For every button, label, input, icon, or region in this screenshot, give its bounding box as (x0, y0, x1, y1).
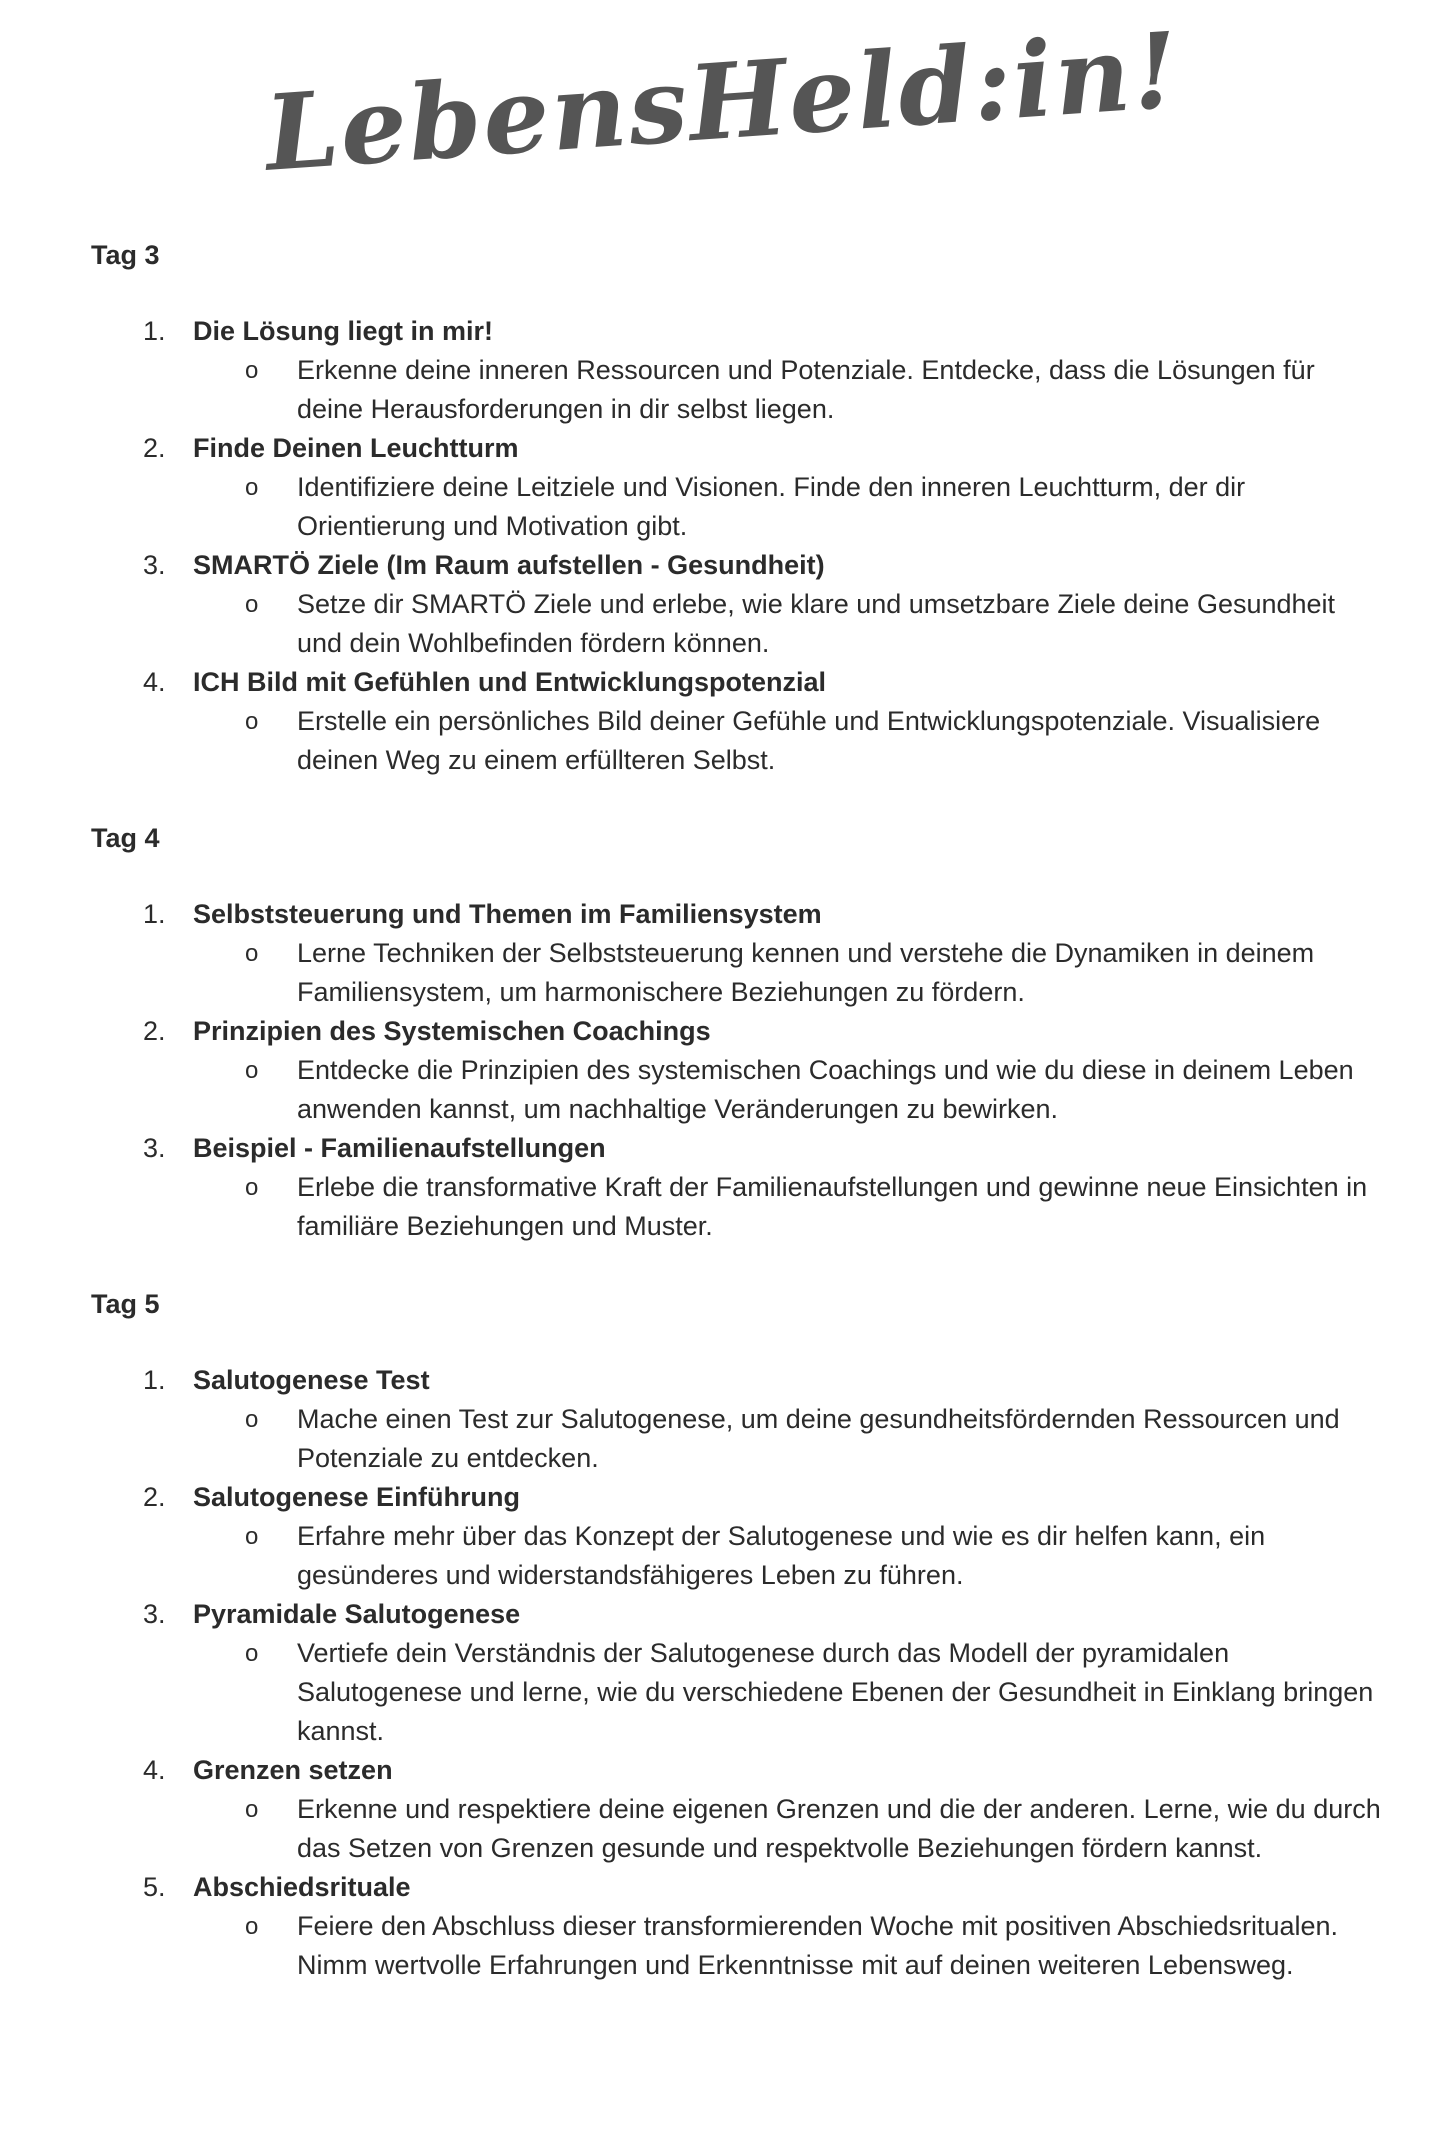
description-text: Entdecke die Prinzipien des systemischen Coachings und wie du diese in deinem Leben anwenden kannst, um nachhaltige Veränderungen zu bewirken. (297, 1055, 1354, 1124)
agenda-list (91, 1361, 1381, 1985)
item-number: 2. (143, 1482, 166, 1512)
list-item (91, 1478, 1381, 1595)
description-text: Feiere den Abschluss dieser transformierenden Woche mit positiven Abschiedsritualen. Nimm wertvolle Erfahrungen und Erkenntnisse mit auf deinen weiteren Lebensweg. (297, 1911, 1339, 1980)
list-item (91, 1012, 1381, 1129)
day-heading: Tag 3 (91, 240, 160, 270)
circle-bullet-icon: o (245, 591, 259, 618)
item-title: Selbststeuerung und Themen im Familiensystem (193, 899, 822, 929)
item-description (193, 1400, 1381, 1478)
description-text: Setze dir SMARTÖ Ziele und erlebe, wie klare und umsetzbare Ziele deine Gesundheit und dein Wohlbefinden fördern können. (297, 589, 1336, 658)
item-description (193, 1051, 1381, 1129)
item-title: Die Lösung liegt in mir! (193, 316, 494, 346)
circle-bullet-icon: o (245, 357, 259, 384)
item-number: 4. (143, 1755, 166, 1785)
list-item (91, 429, 1381, 546)
item-number: 3. (143, 1599, 166, 1629)
item-number: 3. (143, 550, 166, 580)
item-number: 2. (143, 1016, 166, 1046)
agenda-list (91, 312, 1381, 780)
circle-bullet-icon: o (245, 1913, 259, 1940)
item-title: Beispiel - Familienaufstellungen (193, 1133, 606, 1163)
logo: LebensHeld:in! (261, 8, 1184, 195)
description-text: Erkenne deine inneren Ressourcen und Potenziale. Entdecke, dass die Lösungen für deine Herausforderungen in dir selbst liegen. (297, 355, 1315, 424)
item-number: 1. (143, 1365, 166, 1395)
description-text: Identifiziere deine Leitziele und Visionen. Finde den inneren Leuchtturm, der dir Orientierung und Motivation gibt. (297, 472, 1246, 541)
item-number: 4. (143, 667, 166, 697)
day-heading: Tag 5 (91, 1289, 160, 1319)
list-item (91, 1129, 1381, 1246)
list-item (91, 1595, 1381, 1751)
item-description (193, 1517, 1381, 1595)
item-title: ICH Bild mit Gefühlen und Entwicklungspotenzial (193, 667, 827, 697)
circle-bullet-icon: o (245, 1057, 259, 1084)
item-title: Prinzipien des Systemischen Coachings (193, 1016, 711, 1046)
item-number: 3. (143, 1133, 166, 1163)
circle-bullet-icon: o (245, 1174, 259, 1201)
item-number: 2. (143, 433, 166, 463)
agenda-list (91, 895, 1381, 1246)
item-description (193, 1790, 1381, 1868)
item-description (193, 702, 1381, 780)
item-title: Salutogenese Test (193, 1365, 430, 1395)
circle-bullet-icon: o (245, 708, 259, 735)
item-title: SMARTÖ Ziele (Im Raum aufstellen - Gesundheit) (193, 550, 825, 580)
list-item (91, 546, 1381, 663)
list-item (91, 895, 1381, 1012)
item-number: 5. (143, 1872, 166, 1902)
description-text: Erlebe die transformative Kraft der Familienaufstellungen und gewinne neue Einsichten in familiäre Beziehungen und Muster. (297, 1172, 1368, 1241)
circle-bullet-icon: o (245, 1523, 259, 1550)
description-text: Lerne Techniken der Selbststeuerung kennen und verstehe die Dynamiken in deinem Familiensystem, um harmonischere Beziehungen zu fördern. (297, 938, 1315, 1007)
item-description (193, 934, 1381, 1012)
day-heading: Tag 4 (91, 823, 160, 853)
list-item (91, 312, 1381, 429)
item-title: Pyramidale Salutogenese (193, 1599, 521, 1629)
description-text: Mache einen Test zur Salutogenese, um deine gesundheitsfördernden Ressourcen und Potenziale zu entdecken. (297, 1404, 1340, 1473)
section-tag-3 (91, 236, 1381, 780)
item-description (193, 1907, 1381, 1985)
circle-bullet-icon: o (245, 474, 259, 501)
item-title: Abschiedsrituale (193, 1872, 411, 1902)
item-number: 1. (143, 316, 166, 346)
section-tag-5 (91, 1285, 1381, 1985)
item-title: Salutogenese Einführung (193, 1482, 521, 1512)
list-item (91, 1751, 1381, 1868)
item-number: 1. (143, 899, 166, 929)
list-item (91, 1361, 1381, 1478)
item-description (193, 1168, 1381, 1246)
description-text: Erstelle ein persönliches Bild deiner Gefühle und Entwicklungspotenziale. Visualisiere deinen Weg zu einem erfüllteren Selbst. (297, 706, 1321, 775)
item-description (193, 585, 1381, 663)
circle-bullet-icon: o (245, 940, 259, 967)
item-title: Grenzen setzen (193, 1755, 393, 1785)
list-item (91, 663, 1381, 780)
description-text: Erkenne und respektiere deine eigenen Grenzen und die der anderen. Lerne, wie du durch das Setzen von Grenzen gesunde und respektvolle Beziehungen fördern kannst. (297, 1794, 1381, 1863)
item-description (193, 468, 1381, 546)
description-text: Erfahre mehr über das Konzept der Salutogenese und wie es dir helfen kann, ein gesünderes und widerstandsfähigeres Leben zu führen. (297, 1521, 1266, 1590)
section-tag-4 (91, 819, 1381, 1246)
description-text: Vertiefe dein Verständnis der Salutogenese durch das Modell der pyramidalen Salutogenese und lerne, wie du verschiedene Ebenen der Gesundheit in Einklang bringen kannst. (297, 1638, 1374, 1746)
circle-bullet-icon: o (245, 1796, 259, 1823)
item-title: Finde Deinen Leuchtturm (193, 433, 519, 463)
item-description (193, 351, 1381, 429)
list-item (91, 1868, 1381, 1985)
item-description (193, 1634, 1381, 1751)
circle-bullet-icon: o (245, 1640, 259, 1667)
circle-bullet-icon: o (245, 1406, 259, 1433)
